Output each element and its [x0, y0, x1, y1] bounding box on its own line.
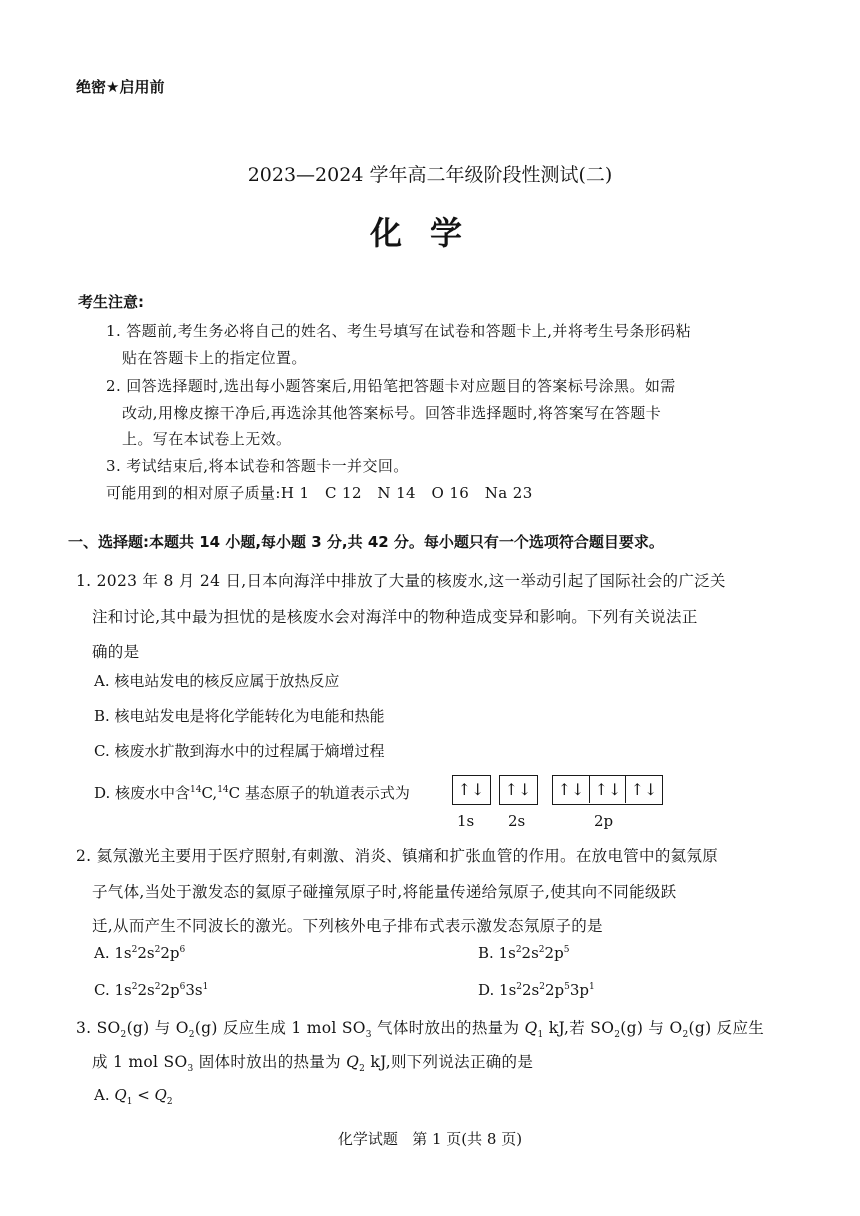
- q2-option-a: A. $1s^22s^22p^6$: [94, 944, 186, 962]
- orbital-label-2s: 2s: [508, 812, 526, 830]
- notice-line: 改动,用橡皮擦干净后,再选涂其他答案标号。回答非选择题时,将答案写在答题卡: [122, 404, 662, 422]
- question-2-line: 子气体,当处于激发态的氦原子碰撞氖原子时,将能量传递给氖原子,使其向不同能级跃: [92, 883, 677, 901]
- question-1-line: 注和讨论,其中最为担忧的是核废水会对海洋中的物种造成变异和影响。下列有关说法正: [92, 608, 698, 626]
- page-footer: 化学试题 第 1 页(共 8 页): [337, 1130, 523, 1148]
- notice-line: 上。写在本试卷上无效。: [122, 430, 292, 448]
- orbital-label-2p: 2p: [594, 812, 614, 830]
- orbital-box-2s: [499, 775, 538, 805]
- subject-title: 化学: [369, 214, 490, 252]
- question-1-line: 1. 2023 年 8 月 24 日,日本向海洋中排放了大量的核废水,这一举动引起了国际社会的广泛关: [76, 572, 726, 590]
- notice-heading: 考生注意:: [78, 293, 144, 311]
- q3-option-a: A. $Q_1 < Q_2$: [94, 1086, 173, 1107]
- question-1-line: 确的是: [92, 643, 140, 661]
- notice-line: 2. 回答选择题时,选出每小题答案后,用铅笔把答题卡对应题目的答案标号涂黑。如需: [106, 377, 676, 395]
- q1-option-b: B. 核电站发电是将化学能转化为电能和热能: [94, 707, 385, 725]
- orbital-box-2p: [552, 775, 663, 805]
- orbital-arrows: ↑↓: [557, 780, 585, 799]
- orbital-arrows: ↑↓: [589, 776, 626, 803]
- orbital-arrows: ↑↓: [457, 780, 485, 799]
- q1-option-a: A. 核电站发电的核反应属于放热反应: [94, 672, 340, 690]
- q1-option-d: D. 核废水中含$^{14}$C,$^{14}$C 基态原子的轨道表示式为: [94, 784, 410, 802]
- question-3-line: 3. $SO_2(g)$ 与 $O_2(g)$ 反应生成 1 mol $SO_3$ 气体时放出的热量为 $Q_1$ kJ,若 $SO_2(g)$ 与 $O_2(g)$ 反应生: [76, 1019, 765, 1041]
- q2-option-c: C. $1s^22s^22p^63s^1$: [94, 981, 209, 999]
- question-2-line: 2. 氦氖激光主要用于医疗照射,有刺激、消炎、镇痛和扩张血管的作用。在放电管中的氦氖原: [76, 847, 719, 865]
- atomic-mass-line: 可能用到的相对原子质量:H 1 C 12 N 14 O 16 Na 23: [106, 484, 533, 502]
- notice-line: 3. 考试结束后,将本试卷和答题卡一并交回。: [106, 457, 409, 475]
- exam-title: 2023—2024 学年高二年级阶段性测试(二): [247, 164, 613, 186]
- q1-option-c: C. 核废水扩散到海水中的过程属于熵增过程: [94, 742, 385, 760]
- notice-line: 贴在答题卡上的指定位置。: [122, 349, 307, 367]
- question-3-line: 成 1 mol $SO_3$ 固体时放出的热量为 $Q_2$ kJ,则下列说法正确的是: [92, 1053, 534, 1075]
- section-heading: 一、选择题:本题共 14 小题,每小题 3 分,共 42 分。每小题只有一个选项符合题目要求。: [68, 533, 664, 551]
- orbital-arrows: ↑↓: [625, 776, 662, 803]
- secret-label: 绝密★启用前: [76, 78, 165, 96]
- orbital-box-1s: [452, 775, 491, 805]
- orbital-label-1s: 1s: [457, 812, 475, 830]
- notice-line: 1. 答题前,考生务必将自己的姓名、考生号填写在试卷和答题卡上,并将考生号条形码粘: [106, 322, 692, 340]
- question-2-line: 迁,从而产生不同波长的激光。下列核外电子排布式表示激发态氖原子的是: [92, 917, 603, 935]
- q2-option-d: D. $1s^22s^22p^53p^1$: [478, 981, 595, 999]
- q2-option-b: B. $1s^22s^22p^5$: [478, 944, 570, 962]
- orbital-arrows: ↑↓: [504, 780, 532, 799]
